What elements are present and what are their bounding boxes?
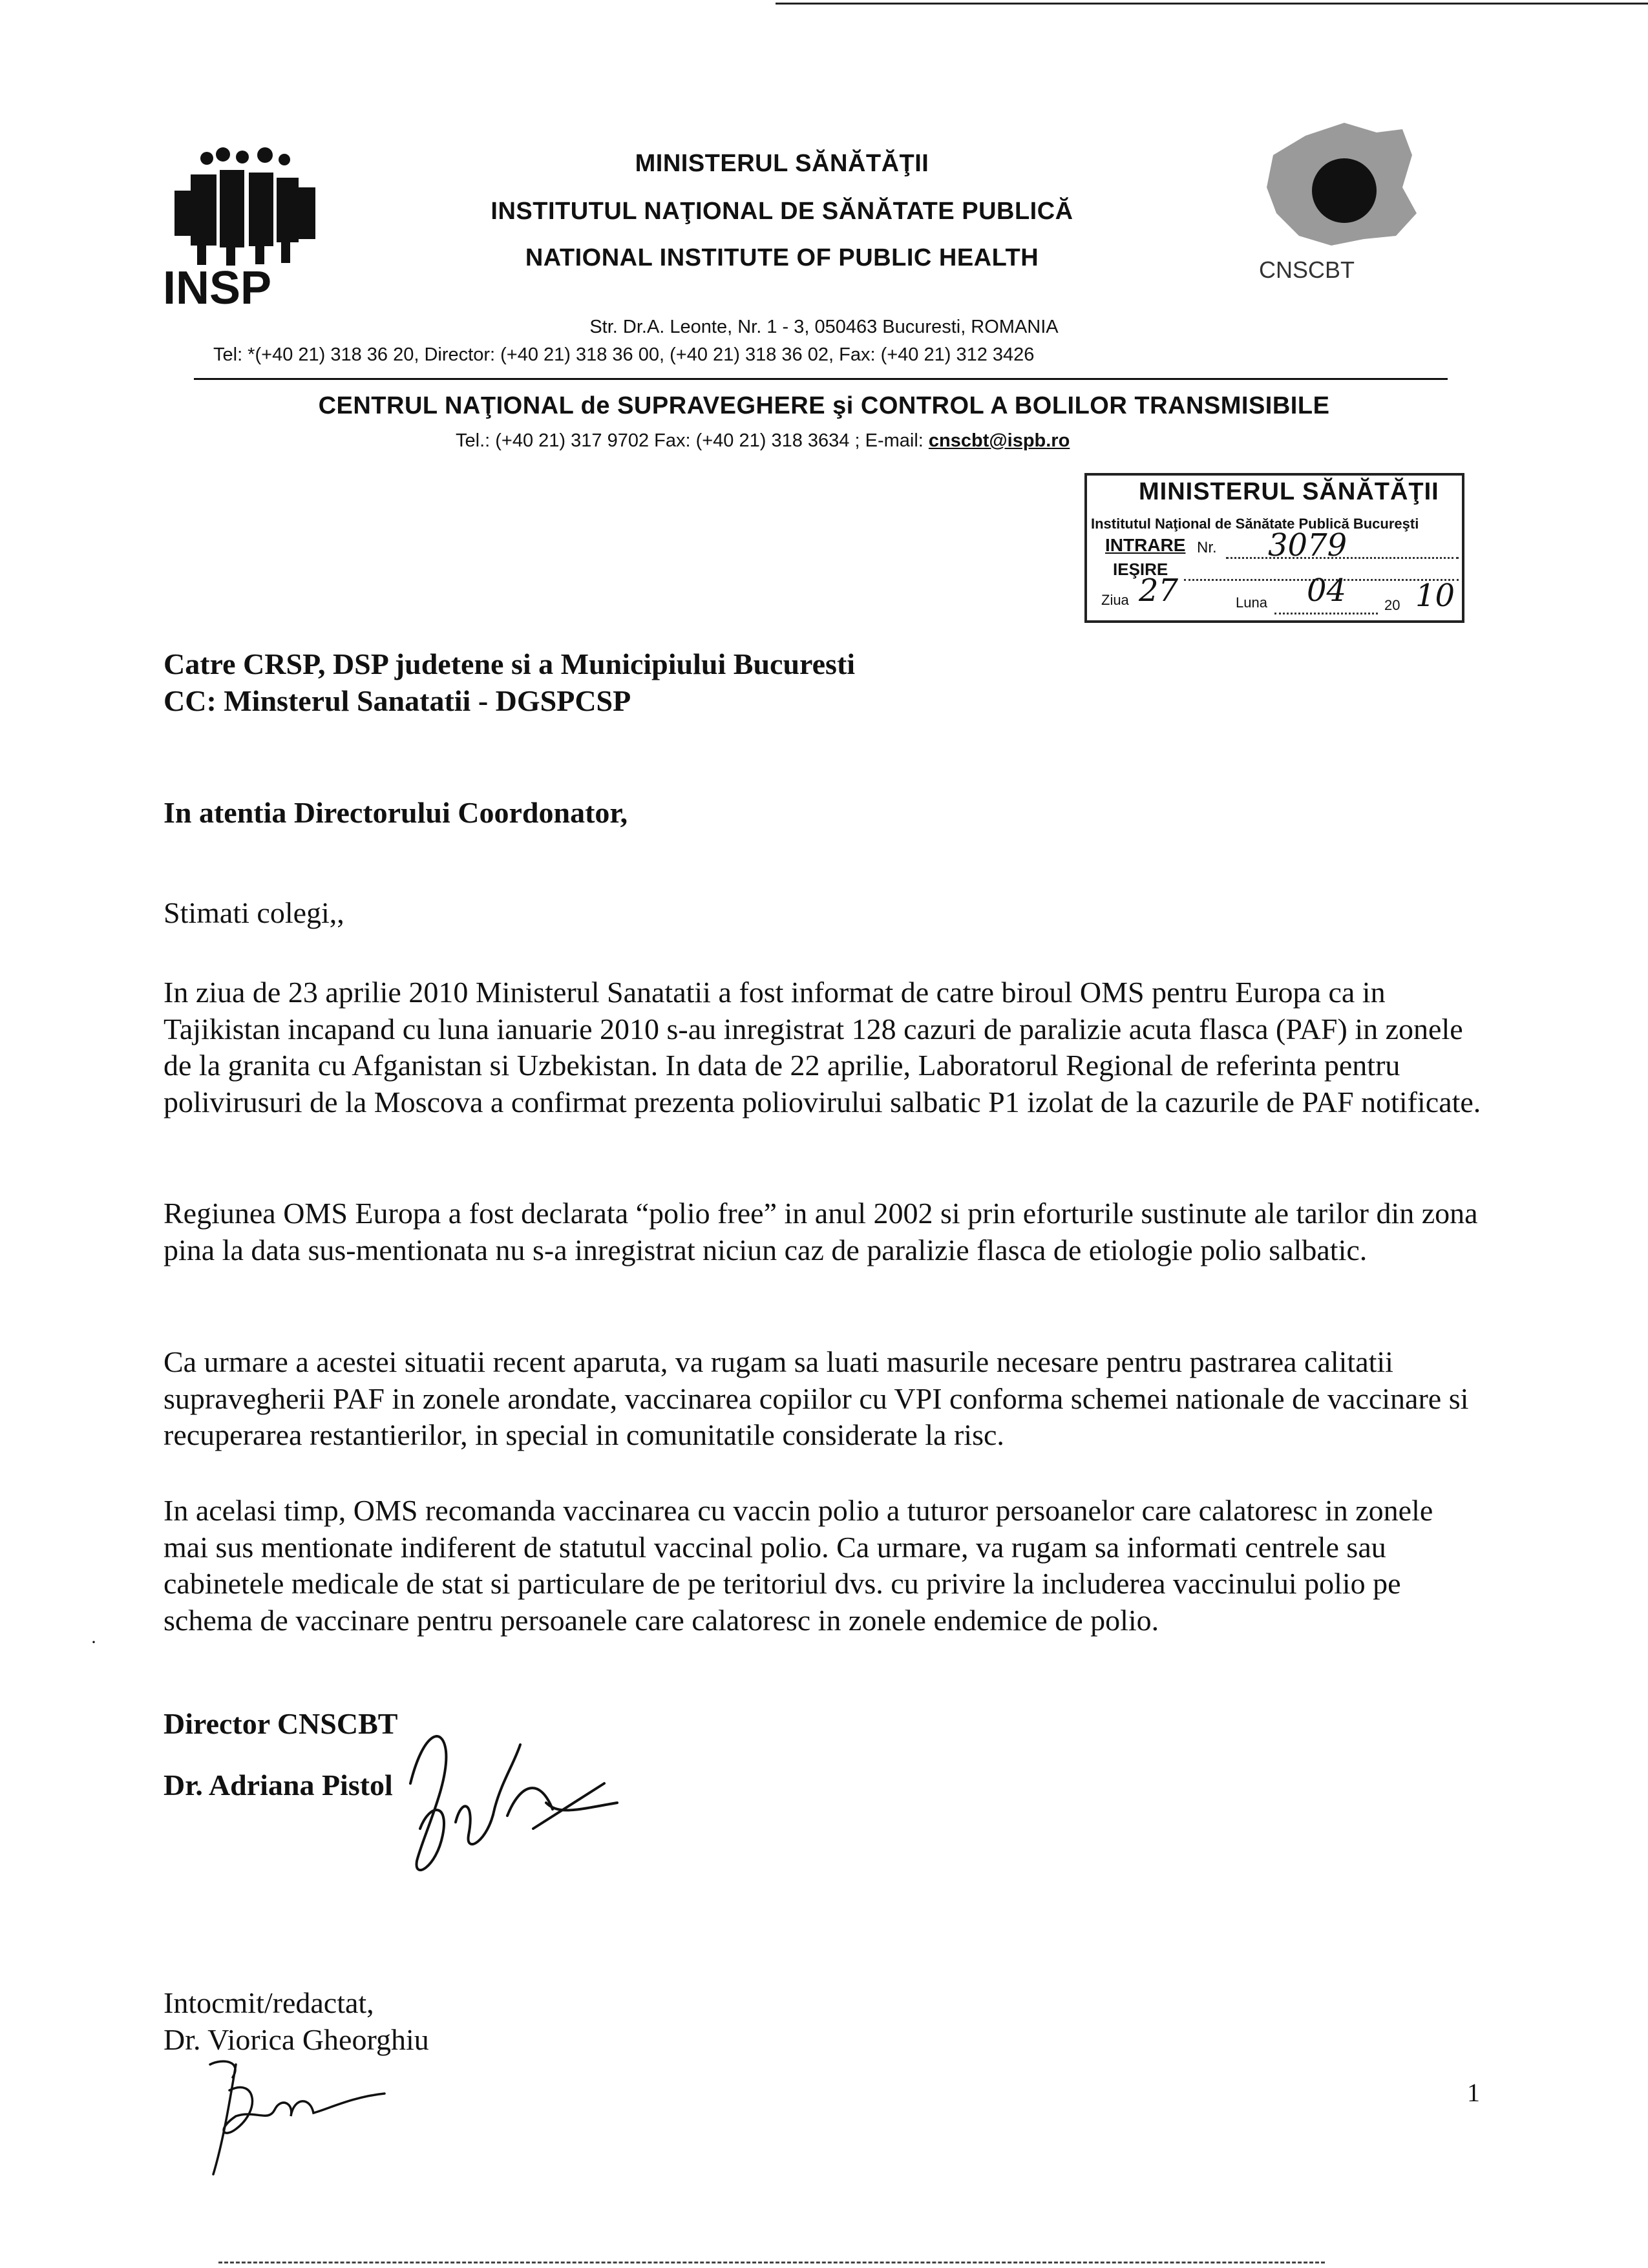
header-phones: Tel: *(+40 21) 318 36 20, Director: (+40 21) 318 36 00, (+40 21) 318 36 02, Fax: (+40 21) 312 3426	[213, 344, 1035, 365]
insp-logo-label: INSP	[163, 262, 272, 307]
cnscbt-logo	[1247, 116, 1428, 284]
scan-bottom-edge	[218, 2262, 1325, 2263]
stamp-title: MINISTERUL SĂNĂTĂŢII	[1139, 478, 1439, 505]
stamp-an-label: 20	[1384, 597, 1400, 613]
body-paragraph: In acelasi timp, OMS recomanda vaccinarea cu vaccin polio a tuturor persoanelor care calatoresc in zonele mai sus mentionate indiferent de statutul vaccinal polio. Ca urmare, va rugam sa informati centrele sau cabinetele medicale de stat si particulare de pe teritoriul dvs. cu privire la includerea vaccinului polio pe schema de vaccinare pentru persoanele care calatoresc in zonele endemice de polio.	[164, 1494, 1433, 1637]
page-number: 1	[1467, 2078, 1480, 2107]
cnscbt-logo-label: CNSCBT	[1259, 257, 1355, 283]
body-paragraph: Ca urmare a acestei situatii recent aparuta, va rugam sa luati masurile necesare pentru pastrarea calitatii supravegherii PAF in zonele arondate, vaccinarea copiilor cu VPI conforma schemei nationale de vaccinare si recuperarea restantierilor, in special in comunitatile considerate la risc.	[164, 1345, 1469, 1451]
margin-mark: ·	[90, 1632, 97, 1653]
header-address: Str. Dr.A. Leonte, Nr. 1 - 3, 050463 Bucuresti, ROMANIA	[589, 317, 1059, 337]
romania-map-icon	[1247, 116, 1428, 284]
signature-title: Director CNSCBT	[164, 1707, 398, 1740]
body-paragraph: In ziua de 23 aprilie 2010 Ministerul Sanatatii a fost informat de catre biroul OMS pentru Europa ca in Tajikistan incapand cu luna ianuarie 2010 s-au inregistrat 128 cazuri de paralizie acuta flasca (PAF) in zonele de la granita cu Afganistan si Uzbekistan. In data de 22 aprilie, Laboratorul Regional de referinta pentru polivirusuri de la Moscova a confirmat prezenta poliovirului salbatic P1 izolat de la cazurile de PAF notificate.	[164, 976, 1481, 1118]
attention-line: In atentia Directorului Coordonator,	[164, 796, 628, 829]
signature-block	[164, 1706, 1482, 1803]
center-email-link[interactable]: cnscbt@ispb.ro	[928, 430, 1070, 451]
stamp-nr-label: Nr.	[1197, 539, 1217, 556]
signature-preparer-graphic	[197, 2052, 391, 2181]
body-paragraph: Regiunea OMS Europa a fost declarata “polio free” in anul 2002 si prin eforturile sustinute ale tarilor din zona pina la data sus-mentionata nu s-a inregistrat niciun caz de paralizie flasca de etiologie polio salbatic.	[164, 1197, 1478, 1266]
handwritten-signature-director	[385, 1706, 630, 1893]
registration-stamp	[1084, 473, 1464, 623]
stamp-luna-dots	[1274, 613, 1378, 614]
scan-edge-line	[776, 3, 1648, 5]
stamp-luna-label: Luna	[1236, 594, 1267, 611]
recipient-to: Catre CRSP, DSP judetene si a Municipiului Bucuresti	[164, 647, 856, 680]
recipient-cc: CC: Minsterul Sanatatii - DGSPCSP	[164, 684, 631, 717]
stamp-an-value: 10	[1415, 578, 1455, 614]
signature-director-graphic	[385, 1706, 630, 1893]
prepared-by-label: Intocmit/redactat,	[164, 1986, 374, 2019]
insp-logo-graphic	[162, 145, 343, 307]
stamp-intrare: INTRARE	[1105, 535, 1186, 555]
recipient-block	[164, 646, 1482, 719]
prepared-by-block	[164, 1985, 1482, 2058]
stamp-institute: Institutul Naţional de Sănătate Publică Bucureşti	[1091, 516, 1419, 532]
stamp-ziua-value: 27	[1139, 572, 1179, 609]
stamp-nr-value: 3079	[1268, 527, 1347, 563]
header-divider	[194, 378, 1448, 380]
stamp-luna-value: 04	[1307, 572, 1347, 609]
prepared-by-name: Dr. Viorica Gheorghiu	[164, 2022, 429, 2056]
insp-logo	[162, 145, 343, 307]
header-institute-ro: INSTITUTUL NAŢIONAL DE SĂNĂTATE PUBLICĂ	[491, 198, 1073, 225]
header-institute-en: NATIONAL INSTITUTE OF PUBLIC HEALTH	[525, 244, 1039, 271]
center-contact-text: Tel.: (+40 21) 317 9702 Fax: (+40 21) 318 3634 ; E-mail:	[456, 430, 929, 451]
greeting: Stimati colegi,,	[164, 896, 344, 929]
center-name: CENTRUL NAŢIONAL de SUPRAVEGHERE şi CONTROL A BOLILOR TRANSMISIBILE	[318, 392, 1330, 419]
handwritten-signature-preparer	[197, 2052, 391, 2181]
header-ministry: MINISTERUL SĂNĂTĂŢII	[635, 150, 929, 177]
center-contact	[456, 430, 1070, 452]
stamp-ziua-label: Ziua	[1101, 592, 1129, 608]
signature-name: Dr. Adriana Pistol	[164, 1768, 393, 1801]
stamp-iesire: IEŞIRE	[1113, 560, 1168, 579]
